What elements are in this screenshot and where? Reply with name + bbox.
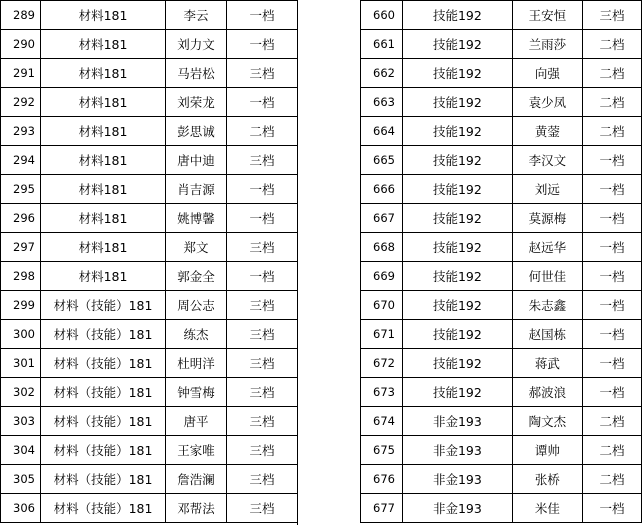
- table-row: [1, 465, 298, 494]
- row-number-cell: 294: [1, 146, 41, 175]
- class-cell: 材料（技能）181: [41, 291, 166, 320]
- level-cell: 二档: [227, 117, 298, 146]
- row-number-cell: 303: [1, 407, 41, 436]
- table-row: [1, 204, 298, 233]
- table-row: [1, 436, 298, 465]
- table-row: [1, 407, 298, 436]
- name-cell: 马岩松: [166, 59, 227, 88]
- name-cell: 李汉文: [512, 146, 582, 175]
- table-row: [1, 146, 298, 175]
- name-cell: 詹浩澜: [166, 465, 227, 494]
- name-cell: 兰雨莎: [512, 30, 582, 59]
- name-cell: 练杰: [166, 320, 227, 349]
- row-number-cell: 668: [361, 233, 403, 262]
- level-cell: 三档: [227, 407, 298, 436]
- row-number-cell: 295: [1, 175, 41, 204]
- name-cell: 向强: [512, 59, 582, 88]
- class-cell: 材料181: [41, 146, 166, 175]
- table-row: [1, 233, 298, 262]
- row-number-cell: 290: [1, 30, 41, 59]
- row-number-cell: 671: [361, 320, 403, 349]
- row-number-cell: 667: [361, 204, 403, 233]
- class-cell: 材料（技能）181: [41, 378, 166, 407]
- level-cell: 一档: [582, 378, 641, 407]
- table-row: [1, 88, 298, 117]
- class-cell: 非金193: [402, 407, 512, 436]
- row-number-cell: 674: [361, 407, 403, 436]
- table-row: [361, 494, 642, 523]
- class-cell: 技能192: [402, 378, 512, 407]
- level-cell: 三档: [582, 1, 641, 30]
- table-row: [361, 465, 642, 494]
- name-cell: 王家唯: [166, 436, 227, 465]
- name-cell: 蒋武: [512, 349, 582, 378]
- table-row: [1, 494, 298, 523]
- level-cell: 三档: [227, 146, 298, 175]
- class-cell: 材料181: [41, 175, 166, 204]
- row-number-cell: 666: [361, 175, 403, 204]
- class-cell: 技能192: [402, 291, 512, 320]
- name-cell: 杜明洋: [166, 349, 227, 378]
- row-number-cell: 664: [361, 117, 403, 146]
- level-cell: 三档: [227, 233, 298, 262]
- level-cell: 二档: [582, 59, 641, 88]
- row-number-cell: 675: [361, 436, 403, 465]
- table-row: [361, 436, 642, 465]
- level-cell: 三档: [227, 59, 298, 88]
- class-cell: 材料（技能）181: [41, 349, 166, 378]
- row-number-cell: 291: [1, 59, 41, 88]
- level-cell: 一档: [582, 320, 641, 349]
- class-cell: 材料181: [41, 59, 166, 88]
- table-row: [1, 320, 298, 349]
- name-cell: 刘远: [512, 175, 582, 204]
- table-row: [1, 117, 298, 146]
- level-cell: 三档: [227, 494, 298, 523]
- row-number-cell: 298: [1, 262, 41, 291]
- class-cell: 非金193: [402, 436, 512, 465]
- name-cell: 刘荣龙: [166, 88, 227, 117]
- row-number-cell: 299: [1, 291, 41, 320]
- row-number-cell: 289: [1, 1, 41, 30]
- table-row: [361, 378, 642, 407]
- class-cell: 材料（技能）181: [41, 320, 166, 349]
- class-cell: 材料181: [41, 1, 166, 30]
- table-row: [361, 88, 642, 117]
- class-cell: 材料181: [41, 262, 166, 291]
- table-row: [1, 378, 298, 407]
- class-cell: 材料（技能）181: [41, 494, 166, 523]
- level-cell: 三档: [227, 349, 298, 378]
- level-cell: 一档: [227, 1, 298, 30]
- row-number-cell: 665: [361, 146, 403, 175]
- table-row: [1, 175, 298, 204]
- class-cell: 材料（技能）181: [41, 407, 166, 436]
- name-cell: 赵远华: [512, 233, 582, 262]
- level-cell: 一档: [582, 175, 641, 204]
- name-cell: 刘力文: [166, 30, 227, 59]
- class-cell: 非金193: [402, 465, 512, 494]
- name-cell: 钟雪梅: [166, 378, 227, 407]
- row-number-cell: 297: [1, 233, 41, 262]
- level-cell: 一档: [227, 262, 298, 291]
- class-cell: 材料181: [41, 233, 166, 262]
- level-cell: 二档: [582, 117, 641, 146]
- table-row: [1, 262, 298, 291]
- level-cell: 二档: [582, 407, 641, 436]
- name-cell: 彭思诚: [166, 117, 227, 146]
- level-cell: 一档: [227, 204, 298, 233]
- level-cell: 一档: [582, 146, 641, 175]
- class-cell: 材料181: [41, 117, 166, 146]
- level-cell: 一档: [227, 88, 298, 117]
- class-cell: 技能192: [402, 30, 512, 59]
- name-cell: 袁少凤: [512, 88, 582, 117]
- class-cell: 技能192: [402, 88, 512, 117]
- row-number-cell: 300: [1, 320, 41, 349]
- table-row: [361, 204, 642, 233]
- row-number-cell: 302: [1, 378, 41, 407]
- class-cell: 技能192: [402, 204, 512, 233]
- table-row: [1, 1, 298, 30]
- name-cell: 陶文杰: [512, 407, 582, 436]
- class-cell: 技能192: [402, 1, 512, 30]
- row-number-cell: 673: [361, 378, 403, 407]
- row-number-cell: 660: [361, 1, 403, 30]
- level-cell: 二档: [582, 436, 641, 465]
- table-row: [361, 320, 642, 349]
- table-row: [361, 175, 642, 204]
- table-row: [361, 233, 642, 262]
- row-number-cell: 677: [361, 494, 403, 523]
- level-cell: 二档: [582, 88, 641, 117]
- level-cell: 一档: [582, 291, 641, 320]
- level-cell: 三档: [227, 465, 298, 494]
- level-cell: 一档: [582, 233, 641, 262]
- class-cell: 技能192: [402, 59, 512, 88]
- name-cell: 米佳: [512, 494, 582, 523]
- level-cell: 一档: [227, 175, 298, 204]
- class-cell: 材料181: [41, 204, 166, 233]
- name-cell: 李云: [166, 1, 227, 30]
- level-cell: 三档: [227, 291, 298, 320]
- name-cell: 张桥: [512, 465, 582, 494]
- class-cell: 技能192: [402, 175, 512, 204]
- table-row: [361, 117, 642, 146]
- table-row: [361, 349, 642, 378]
- level-cell: 二档: [582, 30, 641, 59]
- class-cell: 非金193: [402, 494, 512, 523]
- level-cell: 一档: [227, 30, 298, 59]
- row-number-cell: 304: [1, 436, 41, 465]
- table-row: [361, 146, 642, 175]
- row-number-cell: 669: [361, 262, 403, 291]
- class-cell: 技能192: [402, 320, 512, 349]
- row-number-cell: 301: [1, 349, 41, 378]
- row-number-cell: 305: [1, 465, 41, 494]
- table-row: [1, 291, 298, 320]
- name-cell: 肖吉源: [166, 175, 227, 204]
- name-cell: 黄蓥: [512, 117, 582, 146]
- name-cell: 郑文: [166, 233, 227, 262]
- name-cell: 朱志鑫: [512, 291, 582, 320]
- class-cell: 材料（技能）181: [41, 436, 166, 465]
- table-row: [361, 1, 642, 30]
- name-cell: 姚博馨: [166, 204, 227, 233]
- name-cell: 王安恒: [512, 1, 582, 30]
- name-cell: 周公志: [166, 291, 227, 320]
- row-number-cell: 306: [1, 494, 41, 523]
- right-table: [360, 0, 642, 523]
- column-gutter: [297, 0, 360, 525]
- level-cell: 三档: [227, 378, 298, 407]
- name-cell: 唐中迪: [166, 146, 227, 175]
- class-cell: 技能192: [402, 117, 512, 146]
- class-cell: 材料181: [41, 88, 166, 117]
- level-cell: 一档: [582, 204, 641, 233]
- name-cell: 唐平: [166, 407, 227, 436]
- table-row: [1, 349, 298, 378]
- row-number-cell: 661: [361, 30, 403, 59]
- row-number-cell: 293: [1, 117, 41, 146]
- name-cell: 莫源梅: [512, 204, 582, 233]
- name-cell: 邓帮法: [166, 494, 227, 523]
- name-cell: 赵国栋: [512, 320, 582, 349]
- table-row: [361, 262, 642, 291]
- table-row: [361, 59, 642, 88]
- level-cell: 三档: [227, 436, 298, 465]
- class-cell: 技能192: [402, 262, 512, 291]
- table-row: [1, 59, 298, 88]
- row-number-cell: 662: [361, 59, 403, 88]
- level-cell: 二档: [582, 465, 641, 494]
- name-cell: 郭金全: [166, 262, 227, 291]
- row-number-cell: 296: [1, 204, 41, 233]
- row-number-cell: 292: [1, 88, 41, 117]
- name-cell: 谭帅: [512, 436, 582, 465]
- class-cell: 材料181: [41, 30, 166, 59]
- name-cell: 郝波浪: [512, 378, 582, 407]
- table-row: [1, 30, 298, 59]
- class-cell: 技能192: [402, 233, 512, 262]
- level-cell: 一档: [582, 262, 641, 291]
- row-number-cell: 670: [361, 291, 403, 320]
- name-cell: 何世佳: [512, 262, 582, 291]
- class-cell: 技能192: [402, 349, 512, 378]
- row-number-cell: 672: [361, 349, 403, 378]
- table-row: [361, 291, 642, 320]
- class-cell: 材料（技能）181: [41, 465, 166, 494]
- level-cell: 一档: [582, 349, 641, 378]
- table-row: [361, 30, 642, 59]
- row-number-cell: 663: [361, 88, 403, 117]
- level-cell: 三档: [227, 320, 298, 349]
- table-row: [361, 407, 642, 436]
- level-cell: 一档: [582, 494, 641, 523]
- row-number-cell: 676: [361, 465, 403, 494]
- class-cell: 技能192: [402, 146, 512, 175]
- left-table: [0, 0, 298, 523]
